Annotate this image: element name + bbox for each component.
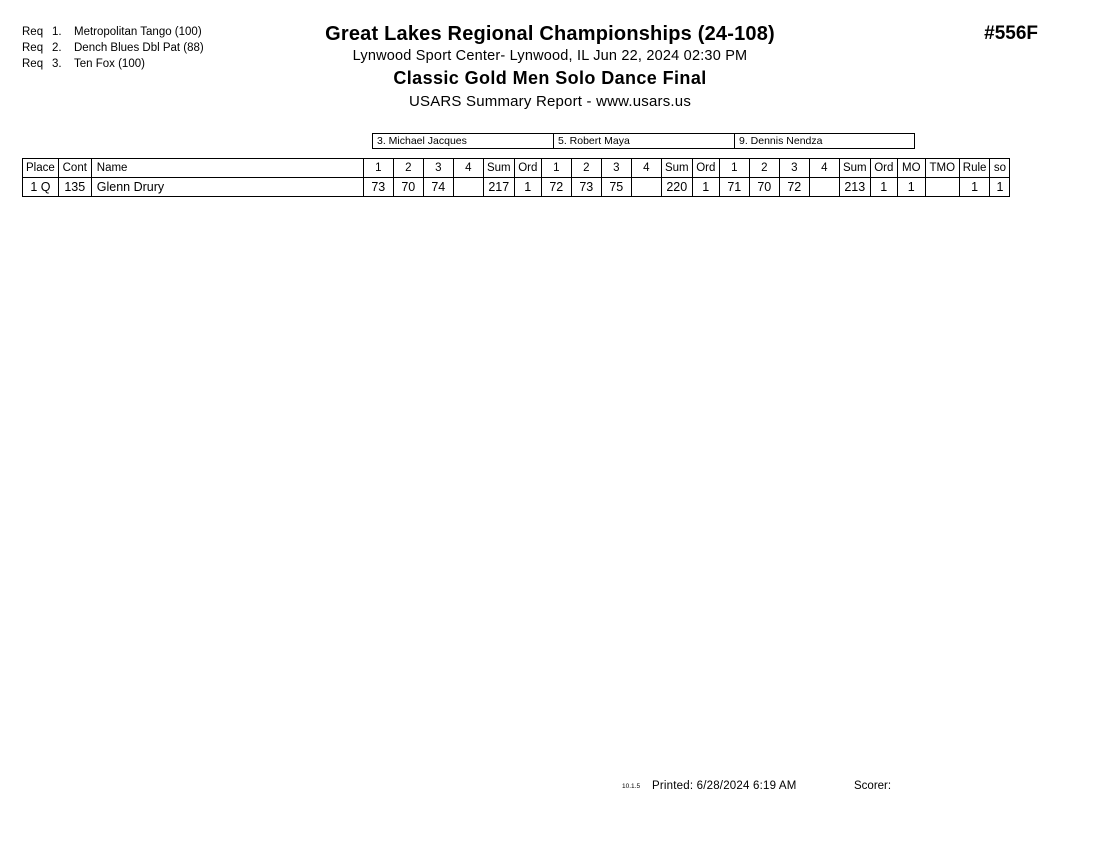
cell-judge2-score3: 75 xyxy=(601,178,631,197)
judge-name: 5. Robert Maya xyxy=(553,133,734,149)
cell-cont: 135 xyxy=(58,178,91,197)
requirement-number: 3. xyxy=(52,58,62,70)
cell-judge2-sum: 220 xyxy=(661,178,692,197)
cell-judge3-score1: 71 xyxy=(719,178,749,197)
requirement-number: 2. xyxy=(52,42,62,54)
cell-place: 1 Q xyxy=(23,178,59,197)
results-table xyxy=(22,158,1010,197)
cell-mo: 1 xyxy=(897,178,925,197)
judge-name: 9. Dennis Nendza xyxy=(734,133,915,149)
scorer-label: Scorer: xyxy=(854,780,892,792)
cell-judge1-score1: 73 xyxy=(363,178,393,197)
header-judge1-score4: 4 xyxy=(453,159,483,178)
event-number: #556F xyxy=(984,23,1038,44)
header-judge3-score2: 2 xyxy=(749,159,779,178)
header-judge1-sum: Sum xyxy=(483,159,514,178)
cell-name: Glenn Drury xyxy=(91,178,363,197)
event-title: Classic Gold Men Solo Dance Final xyxy=(393,68,707,88)
header-judge1-score1: 1 xyxy=(363,159,393,178)
header-tmo: TMO xyxy=(925,159,959,178)
header-place: Place xyxy=(23,159,59,178)
requirement-number: 1. xyxy=(52,26,62,38)
cell-judge1-score2: 70 xyxy=(393,178,423,197)
requirement-text: Metropolitan Tango (100) xyxy=(74,26,202,38)
header-judge2-sum: Sum xyxy=(661,159,692,178)
requirement-label: Req xyxy=(22,26,44,38)
header-judge2-score1: 1 xyxy=(541,159,571,178)
cell-judge3-score4 xyxy=(809,178,839,197)
cell-judge1-sum: 217 xyxy=(483,178,514,197)
header-judge3-score1: 1 xyxy=(719,159,749,178)
requirement-text: Dench Blues Dbl Pat (88) xyxy=(74,42,204,54)
cell-judge2-score2: 73 xyxy=(571,178,601,197)
header-so: so xyxy=(990,159,1010,178)
header-judge2-score3: 3 xyxy=(601,159,631,178)
version-text: 10.1.5 xyxy=(622,783,641,790)
cell-judge3-ord: 1 xyxy=(870,178,897,197)
report-footer xyxy=(0,780,1100,800)
cell-judge1-score3: 74 xyxy=(423,178,453,197)
venue-datetime: Lynwood Sport Center- Lynwood, IL Jun 22, 2024 02:30 PM xyxy=(352,48,748,64)
cell-judge3-score3: 72 xyxy=(779,178,809,197)
cell-rule: 1 xyxy=(959,178,990,197)
header-judge3-score3: 3 xyxy=(779,159,809,178)
cell-judge2-score1: 72 xyxy=(541,178,571,197)
header-judge1-ord: Ord xyxy=(514,159,541,178)
requirement-label: Req xyxy=(22,42,44,54)
competition-title: Great Lakes Regional Championships (24-108) xyxy=(325,23,775,45)
header-cont: Cont xyxy=(58,159,91,178)
cell-judge3-score2: 70 xyxy=(749,178,779,197)
report-subtitle: USARS Summary Report - www.usars.us xyxy=(408,93,692,110)
requirement-text: Ten Fox (100) xyxy=(74,58,145,70)
table-row xyxy=(23,178,1010,197)
header-judge2-score4: 4 xyxy=(631,159,661,178)
header-judge3-ord: Ord xyxy=(870,159,897,178)
table-header-row xyxy=(23,159,1010,178)
cell-tmo xyxy=(925,178,959,197)
header-name: Name xyxy=(91,159,363,178)
judge-header-band xyxy=(372,133,915,149)
requirement-label: Req xyxy=(22,58,44,70)
cell-judge2-score4 xyxy=(631,178,661,197)
header-judge3-sum: Sum xyxy=(839,159,870,178)
header-judge3-score4: 4 xyxy=(809,159,839,178)
cell-so: 1 xyxy=(990,178,1010,197)
header-judge1-score2: 2 xyxy=(393,159,423,178)
header-judge2-ord: Ord xyxy=(692,159,719,178)
header-rule: Rule xyxy=(959,159,990,178)
cell-judge2-ord: 1 xyxy=(692,178,719,197)
cell-judge3-sum: 213 xyxy=(839,178,870,197)
report-header xyxy=(0,22,1100,113)
header-judge1-score3: 3 xyxy=(423,159,453,178)
printed-timestamp: Printed: 6/28/2024 6:19 AM xyxy=(652,780,797,792)
cell-judge1-ord: 1 xyxy=(514,178,541,197)
header-mo: MO xyxy=(897,159,925,178)
cell-judge1-score4 xyxy=(453,178,483,197)
header-judge2-score2: 2 xyxy=(571,159,601,178)
judge-name: 3. Michael Jacques xyxy=(372,133,553,149)
